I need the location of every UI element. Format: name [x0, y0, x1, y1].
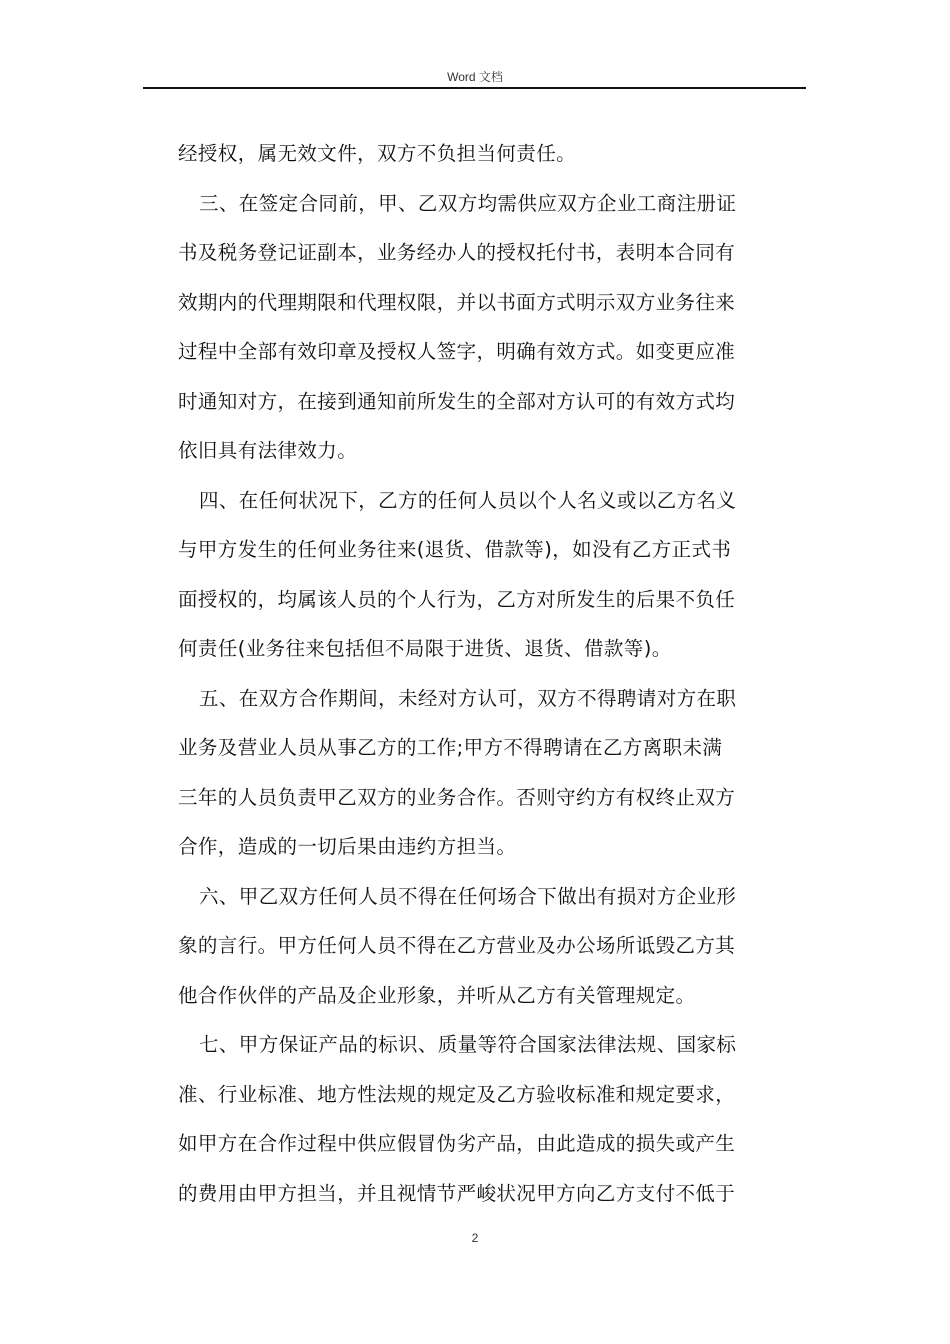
text-line: 如甲方在合作过程中供应假冒伪劣产品，由此造成的损失或产生 — [178, 1132, 736, 1155]
text-line: 象的言行。甲方任何人员不得在乙方营业及办公场所诋毁乙方其 — [178, 934, 736, 957]
page-header: Word 文档 — [447, 70, 503, 84]
text-line: 与甲方发生的任何业务往来(退货、借款等)，如没有乙方正式书 — [178, 538, 732, 561]
paragraph-start-line: 三、在签定合同前，甲、乙双方均需供应双方企业工商注册证 — [199, 191, 737, 215]
text-line: 准、行业标准、地方性法规的规定及乙方验收标准和规定要求， — [178, 1082, 736, 1106]
text-line: 三年的人员负责甲乙双方的业务合作。否则守约方有权终止双方 — [178, 785, 736, 809]
header-divider — [143, 87, 806, 89]
text-line: 的费用由甲方担当，并且视情节严峻状况甲方向乙方支付不低于 — [178, 1181, 736, 1205]
document-body — [178, 129, 808, 1218]
text-line: 合作，造成的一切后果由违约方担当。 — [178, 835, 517, 858]
text-line: 何责任(业务往来包括但不局限于进货、退货、借款等)。 — [178, 637, 672, 660]
paragraph-start-line: 六、甲乙双方任何人员不得在任何场合下做出有损对方企业形 — [199, 884, 737, 908]
paragraph-start-line: 七、甲方保证产品的标识、质量等符合国家法律法规、国家标 — [199, 1033, 737, 1056]
page-number: 2 — [471, 1231, 479, 1245]
text-line: 面授权的，均属该人员的个人行为，乙方对所发生的后果不负任 — [178, 587, 736, 611]
text-line: 过程中全部有效印章及授权人签字，明确有效方式。如变更应准 — [178, 340, 736, 363]
text-line: 他合作伙伴的产品及企业形象，并听从乙方有关管理规定。 — [178, 983, 696, 1007]
text-line: 时通知对方，在接到通知前所发生的全部对方认可的有效方式均 — [178, 389, 736, 413]
text-line: 依旧具有法律效力。 — [178, 439, 358, 462]
paragraph-start-line: 四、在任何状况下，乙方的任何人员以个人名义或以乙方名义 — [199, 488, 737, 512]
text-line: 经授权，属无效文件，双方不负担当何责任。 — [178, 142, 577, 165]
text-line: 业务及营业人员从事乙方的工作;甲方不得聘请在乙方离职未满 — [178, 736, 723, 759]
text-line: 效期内的代理期限和代理权限，并以书面方式明示双方业务往来 — [178, 290, 736, 314]
paragraph-start-line: 五、在双方合作期间，未经对方认可，双方不得聘请对方在职 — [199, 686, 737, 710]
text-line: 书及税务登记证副本，业务经办人的授权托付书，表明本合同有 — [178, 241, 736, 264]
